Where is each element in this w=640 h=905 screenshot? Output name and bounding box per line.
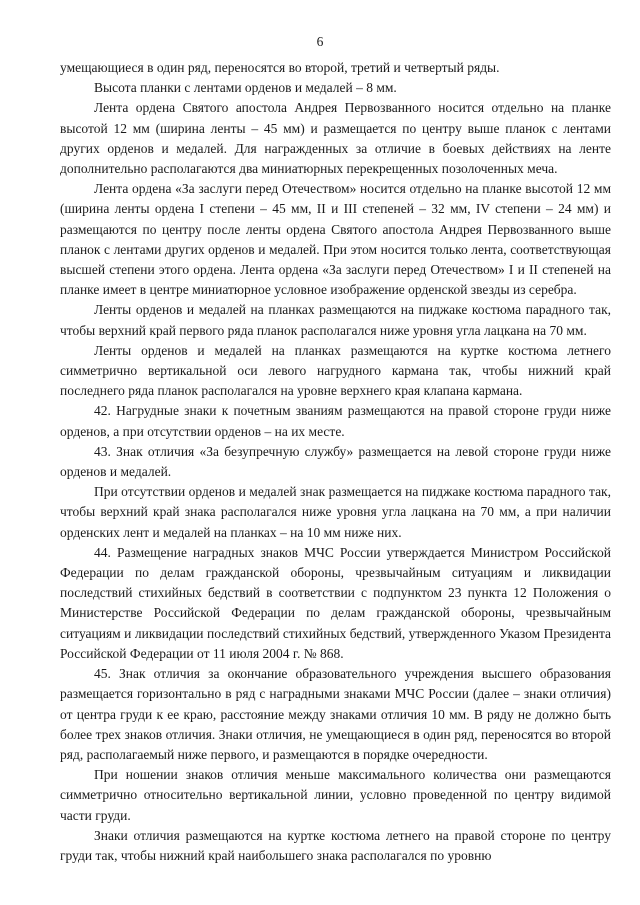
document-body (60, 58, 611, 866)
paragraph-no-orders-placement: При отсутствии орденов и медалей знак размещается на пиджаке костюма парадного так, чтобы верхний край знака располагался ниже уровня угла лацкана на 70 мм, а при наличии орденских лент и медалей на планках – на 10 мм ниже них. (60, 484, 611, 540)
paragraph-summer-jacket-badges: Знаки отличия размещаются на куртке костюма летнего на правой стороне по центру груди так, чтобы нижний край наибольшего знака располагался по уровню (60, 827, 611, 863)
paragraph-item-42: 42. Нагрудные знаки к почетным званиям размещаются на правой стороне груди ниже орденов, а при отсутствии орденов – на их месте. (60, 403, 611, 439)
paragraph-summer-jacket-placement: Ленты орденов и медалей на планках размещаются на куртке костюма летнего симметрично вертикальной оси левого нагрудного кармана так, чтобы нижний край последнего ряда планок располагался на уровне верхнего края клапана кармана. (60, 342, 611, 399)
paragraph-bar-height: Высота планки с лентами орденов и медалей – 8 мм. (94, 80, 397, 96)
paragraph-st-andrew-ribbon: Лента ордена Святого апостола Андрея Первозванного носится отдельно на планке высотой 12 мм (ширина ленты – 45 мм) и размещается по центру выше планок с лентами других орденов и медалей. Для награжденных за отличие в боевых действиях на ленте дополнительно располагаются два миниатюрных перекрещенных позолоченных меча. (60, 100, 611, 177)
paragraph-item-44: 44. Размещение наградных знаков МЧС России утверждается Министром Российской Федерации по делам гражданской обороны, чрезвычайным ситуациям и ликвидации последствий стихийных бедствий в соответствии с подпунктом 23 пункта 12 Положения о Министерстве Российской Федерации по делам гражданской обороны, чрезвычайным ситуациям и ликвидации последствий стихийных бедствий, утвержденного Указом Президента Российской Федерации от 11 июля 2004 г. № 868. (60, 544, 611, 661)
page-number: 6 (316, 34, 324, 49)
paragraph-continuation: умещающиеся в один ряд, переносятся во второй, третий и четвертый ряды. (60, 60, 500, 75)
paragraph-symmetric-placement: При ношении знаков отличия меньше максимального количества они размещаются симметрично относительно вертикальной линии, условно проведенной по центру видимой части груди. (60, 767, 611, 823)
paragraph-item-45: 45. Знак отличия за окончание образовательного учреждения высшего образования размещается горизонтально в ряд с наградными знаками МЧС России (далее – знаки отличия) от центра груди к ее краю, расстояние между знаками отличия 10 мм. В ряду не должно быть более трех знаков отличия. Знаки отличия, не умещающиеся в один ряд, переносятся во второй ряд, располагаемый ниже первого, и размещаются в порядке очередности. (60, 666, 611, 762)
paragraph-parade-jacket-placement: Ленты орденов и медалей на планках размещаются на пиджаке костюма парадного так, чтобы верхний край первого ряда планок располагался ниже уровня угла лацкана на 70 мм. (60, 302, 611, 338)
paragraph-merit-order-ribbon: Лента ордена «За заслуги перед Отечеством» носится отдельно на планке высотой 12 мм (ширина ленты ордена I степени – 45 мм, II и III степеней – 32 мм, IV степени – 24 мм) и размещаются по центру после ленты ордена Святого апостола Андрея Первозванного выше планок с лентами других орденов и медалей. При этом носится только лента, соответствующая высшей степени этого ордена. Лента ордена «За заслуги перед Отечеством» I и II степеней на планке имеет в центре миниатюрное условное изображение орденской звезды из серебра. (60, 181, 611, 298)
paragraph-item-43: 43. Знак отличия «За безупречную службу» размещается на левой стороне груди ниже орденов и медалей. (60, 443, 611, 480)
